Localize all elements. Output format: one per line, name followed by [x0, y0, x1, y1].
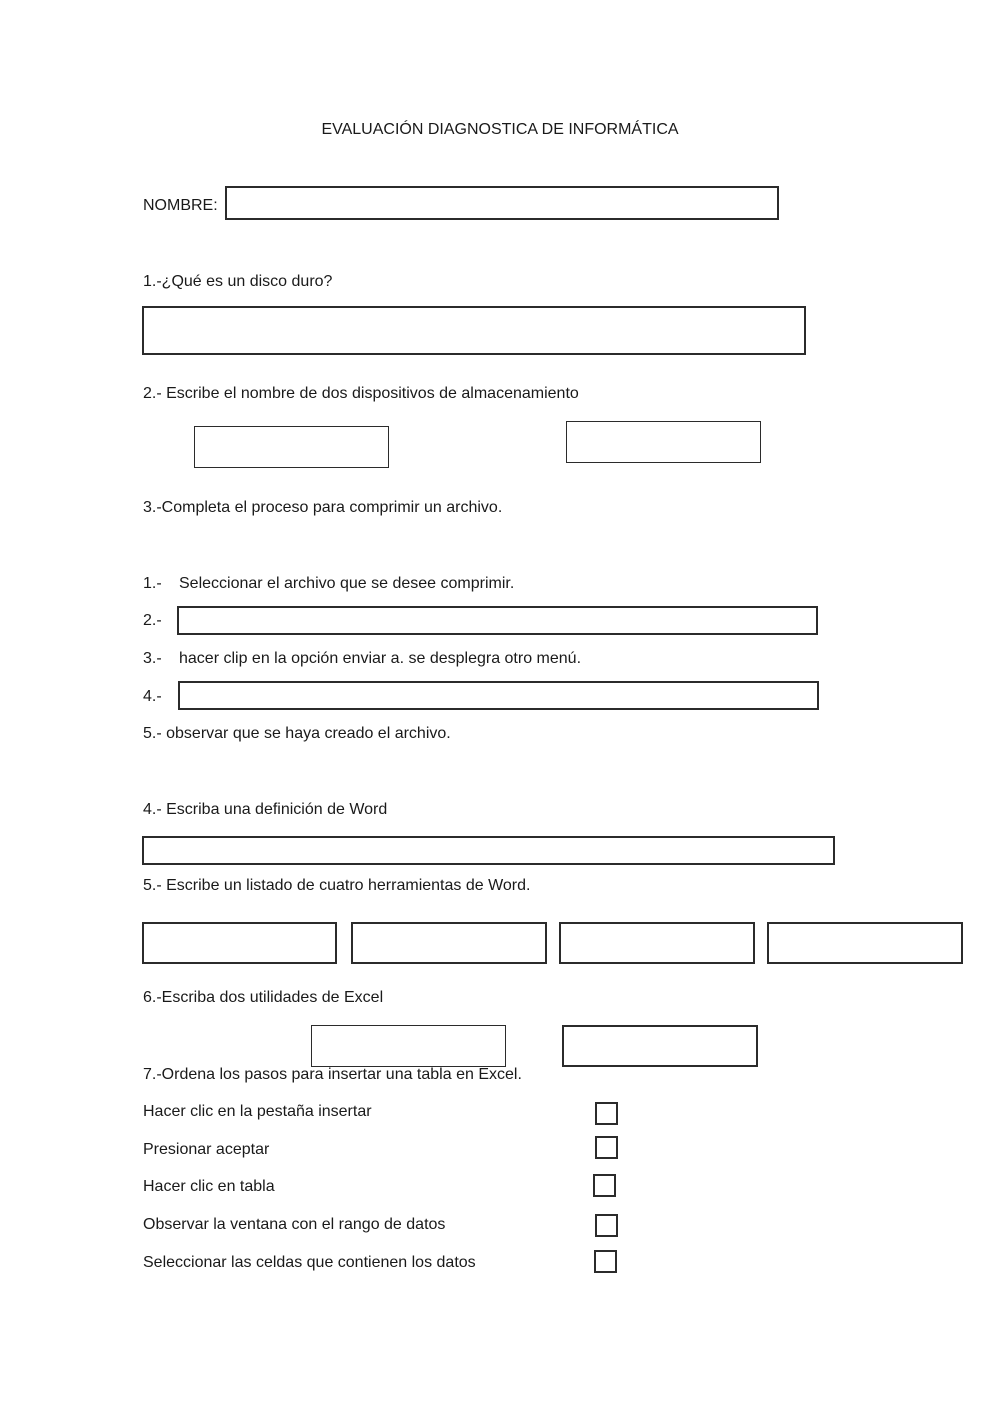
name-label: NOMBRE: — [143, 197, 218, 214]
storage-device-input-1[interactable] — [194, 426, 389, 468]
order-box-1[interactable] — [595, 1102, 618, 1125]
excel-utility-input-2[interactable] — [562, 1025, 758, 1067]
order-item-4: Observar la ventana con el rango de datos — [143, 1216, 446, 1233]
step-1-number: 1.- — [143, 575, 162, 592]
order-box-4[interactable] — [595, 1214, 618, 1237]
question-4: 4.- Escriba una definición de Word — [143, 801, 388, 818]
name-input[interactable] — [225, 186, 779, 220]
order-box-3[interactable] — [593, 1174, 616, 1197]
step-2-input[interactable] — [177, 606, 818, 635]
word-tool-input-4[interactable] — [767, 922, 963, 964]
question-1: 1.-¿Qué es un disco duro? — [143, 273, 333, 290]
answer-1-input[interactable] — [142, 306, 806, 355]
step-5-text: 5.- observar que se haya creado el archivo. — [143, 725, 451, 742]
word-tool-input-1[interactable] — [142, 922, 337, 964]
question-3: 3.-Completa el proceso para comprimir un archivo. — [143, 499, 503, 516]
word-definition-input[interactable] — [142, 836, 835, 865]
step-2-number: 2.- — [143, 612, 162, 629]
question-5: 5.- Escribe un listado de cuatro herramientas de Word. — [143, 877, 531, 894]
excel-utility-input-1[interactable] — [311, 1025, 506, 1067]
step-3-text: hacer clip en la opción enviar a. se desplegra otro menú. — [179, 650, 582, 667]
word-tool-input-3[interactable] — [559, 922, 755, 964]
order-item-3: Hacer clic en tabla — [143, 1178, 275, 1195]
order-item-5: Seleccionar las celdas que contienen los datos — [143, 1254, 476, 1271]
step-1-text: Seleccionar el archivo que se desee comprimir. — [179, 575, 515, 592]
question-7: 7.-Ordena los pasos para insertar una tabla en Excel. — [143, 1066, 522, 1083]
order-box-2[interactable] — [595, 1136, 618, 1159]
step-3-number: 3.- — [143, 650, 162, 667]
question-2: 2.- Escribe el nombre de dos dispositivos de almacenamiento — [143, 385, 579, 402]
order-item-2: Presionar aceptar — [143, 1141, 270, 1158]
question-6: 6.-Escriba dos utilidades de Excel — [143, 989, 384, 1006]
word-tool-input-2[interactable] — [351, 922, 547, 964]
order-box-5[interactable] — [594, 1250, 617, 1273]
page-title: EVALUACIÓN DIAGNOSTICA DE INFORMÁTICA — [321, 121, 679, 138]
step-4-number: 4.- — [143, 688, 162, 705]
storage-device-input-2[interactable] — [566, 421, 761, 463]
step-4-input[interactable] — [178, 681, 819, 710]
order-item-1: Hacer clic en la pestaña insertar — [143, 1103, 372, 1120]
